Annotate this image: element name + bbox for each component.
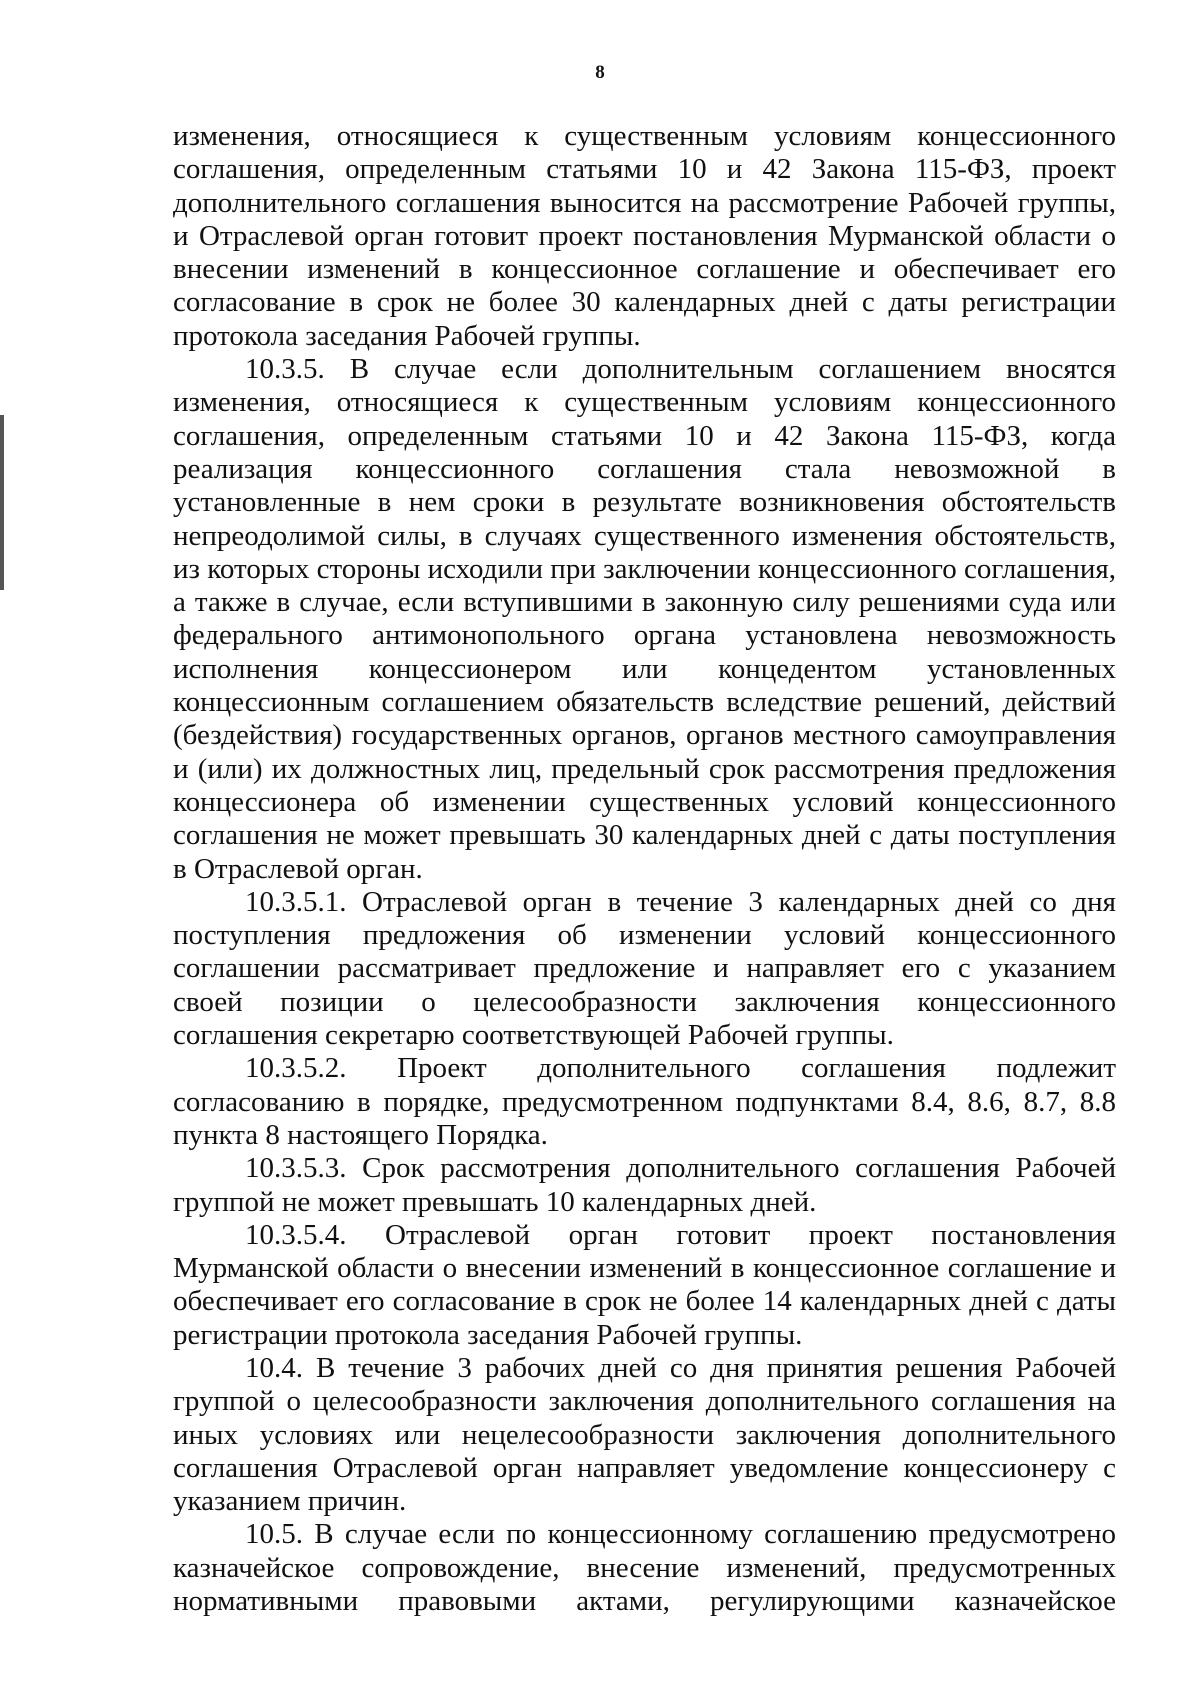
paragraph-10-3-5: 10.3.5. В случае если дополнительным соглашением вносятся изменения, относящиеся к существенным условиям концессионного соглашения, определенным статьями 10 и 42 Закона 115-ФЗ, когда реализация концессионного соглашения стала невозможной в установленные в нем сроки в результате возникновения обстоятельств непреодолимой силы, в случаях существенного изменения обстоятельств, из которых стороны исходили при заключении концессионного соглашения, а также в случае, если вступившими в законную силу решениями суда или федерального антимонопольного органа установлена невозможность исполнения концессионером или концедентом установленных концессионным соглашением обязательств вследствие решений, действий (бездействия) государственных органов, органов местного самоуправления и (или) их должностных лиц, предельный срок рассмотрения предложения концессионера об изменении существенных условий концессионного соглашения не может превышать 30 календарных дней с даты поступления в Отраслевой орган. xyxy=(173,353,1116,885)
paragraph-continuation: изменения, относящиеся к существенным условиям концессионного соглашения, определенным статьями 10 и 42 Закона 115-ФЗ, проект дополнительного соглашения выносится на рассмотрение Рабочей группы, и Отраслевой орган готовит проект постановления Мурманской области о внесении изменений в концессионное соглашение и обеспечивает его согласование в срок не более 30 календарных дней с даты регистрации протокола заседания Рабочей группы. xyxy=(173,120,1116,352)
scan-edge-mark xyxy=(0,415,4,590)
document-body xyxy=(173,120,1116,1618)
paragraph-10-3-5-4: 10.3.5.4. Отраслевой орган готовит проект постановления Мурманской области о внесении изменений в концессионное соглашение и обеспечивает его согласование в срок не более 14 календарных дней с даты регистрации протокола заседания Рабочей группы. xyxy=(173,1218,1116,1351)
paragraph-10-5: 10.5. В случае если по концессионному соглашению предусмотрено казначейское сопровождение, внесение изменений, предусмотренных нормативными правовыми актами, регулирующими казначейское xyxy=(173,1518,1116,1618)
page-number: 8 xyxy=(595,62,605,83)
paragraph-10-3-5-3: 10.3.5.3. Срок рассмотрения дополнительного соглашения Рабочей группой не может превышать 10 календарных дней. xyxy=(173,1152,1116,1218)
paragraph-10-3-5-1: 10.3.5.1. Отраслевой орган в течение 3 календарных дней со дня поступления предложения об изменении условий концессионного соглашении рассматривает предложение и направляет его с указанием своей позиции о целесообразности заключения концессионного соглашения секретарю соответствующей Рабочей группы. xyxy=(173,885,1116,1052)
paragraph-10-3-5-2: 10.3.5.2. Проект дополнительного соглашения подлежит согласованию в порядке, предусмотренном подпунктами 8.4, 8.6, 8.7, 8.8 пункта 8 настоящего Порядка. xyxy=(173,1052,1116,1151)
paragraph-10-4: 10.4. В течение 3 рабочих дней со дня принятия решения Рабочей группой о целесообразности заключения дополнительного соглашения на иных условиях или нецелесообразности заключения дополнительного соглашения Отраслевой орган направляет уведомление концессионеру с указанием причин. xyxy=(173,1351,1116,1518)
